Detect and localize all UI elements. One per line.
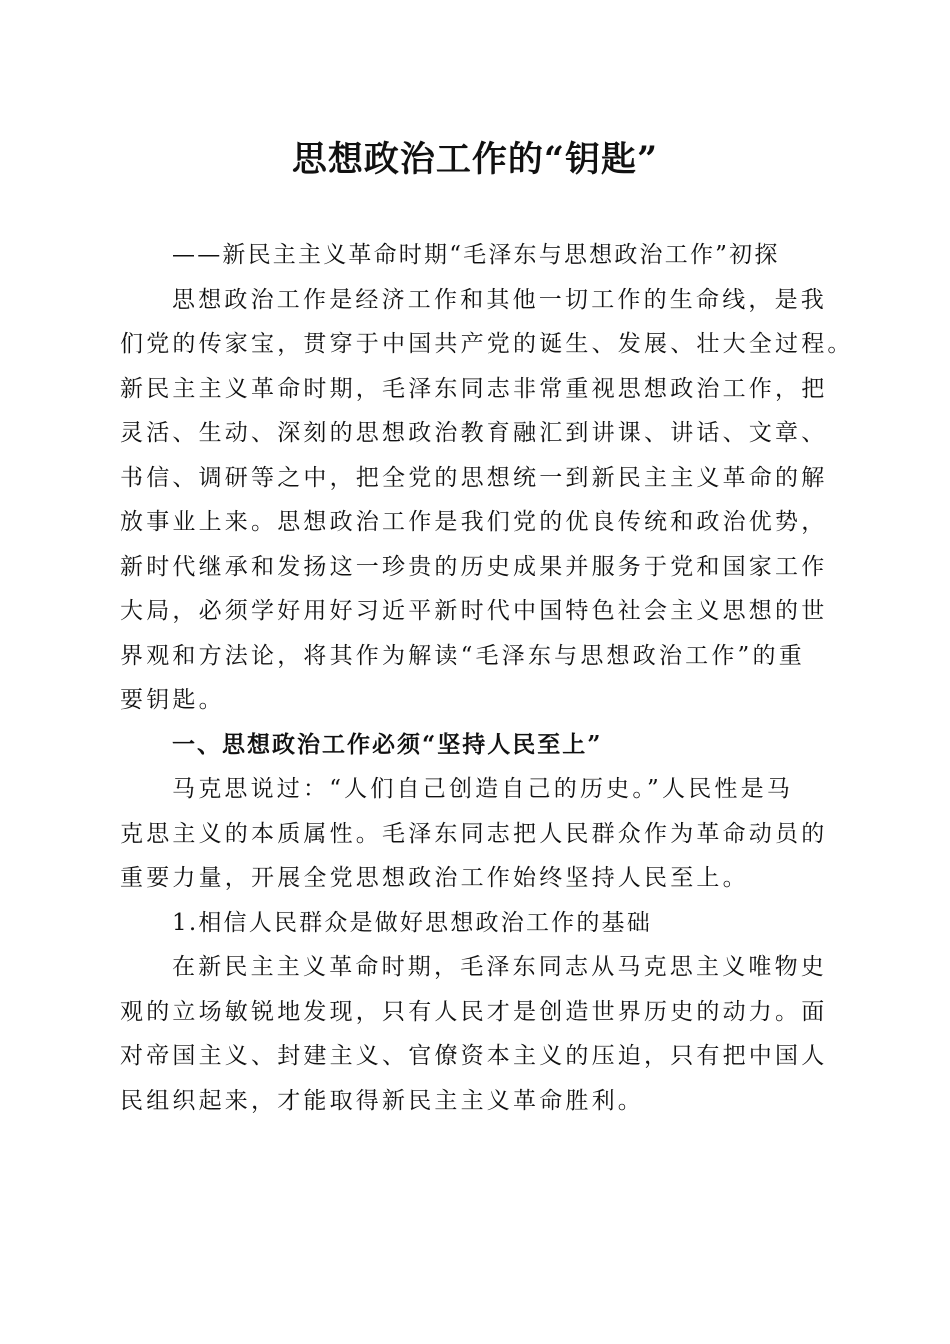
paragraph-line: 克思主义的本质属性。毛泽东同志把人民群众作为革命动员的 [120,820,828,847]
paragraph-line: 民组织起来，才能取得新民主主义革命胜利。 [120,1087,644,1114]
paragraph-line: 新时代继承和发扬这一珍贵的历史成果并服务于党和国家工作 [120,553,828,580]
paragraph-line: 要钥匙。 [120,687,225,713]
paragraph-line: 在新民主主义革命时期，毛泽东同志从马克思主义唯物史 [172,954,827,980]
paragraph-line: 大局，必须学好用好习近平新时代中国特色社会主义思想的世 [120,598,828,624]
paragraph-line: 们党的传家宝，贯穿于中国共产党的诞生、发展、壮大全过程。 [120,331,854,357]
paragraph-line: 新民主主义革命时期，毛泽东同志非常重视思想政治工作，把 [120,375,828,402]
document-subtitle: ——新民主主义革命时期“毛泽东与思想政治工作”初探 [172,242,780,268]
paragraph-line: 重要力量，开展全党思想政治工作始终坚持人民至上。 [120,865,749,891]
paragraph-line: 界观和方法论，将其作为解读“毛泽东与思想政治工作”的重 [120,642,805,669]
paragraph-line: 马克思说过：“人们自己创造自己的历史。”人民性是马 [172,776,794,802]
section-heading: 一、思想政治工作必须“坚持人民至上” [172,730,603,758]
paragraph-line: 放事业上来。思想政治工作是我们党的优良传统和政治优势， [120,509,828,535]
paragraph-line: 对帝国主义、封建主义、官僚资本主义的压迫，只有把中国人 [120,1043,828,1069]
document-body [120,233,854,1123]
subsection-heading: 1.相信人民群众是做好思想政治工作的基础 [172,909,652,936]
paragraph-line: 观的立场敏锐地发现，只有人民才是创造世界历史的动力。面 [120,998,828,1025]
document-title: 思想政治工作的“钥匙” [291,139,659,180]
paragraph-line: 灵活、生动、深刻的思想政治教育融汇到讲课、讲话、文章、 [120,420,828,446]
paragraph-line: 书信、调研等之中，把全党的思想统一到新民主主义革命的解 [120,464,828,491]
paragraph-line: 思想政治工作是经济工作和其他一切工作的生命线，是我 [172,286,827,313]
